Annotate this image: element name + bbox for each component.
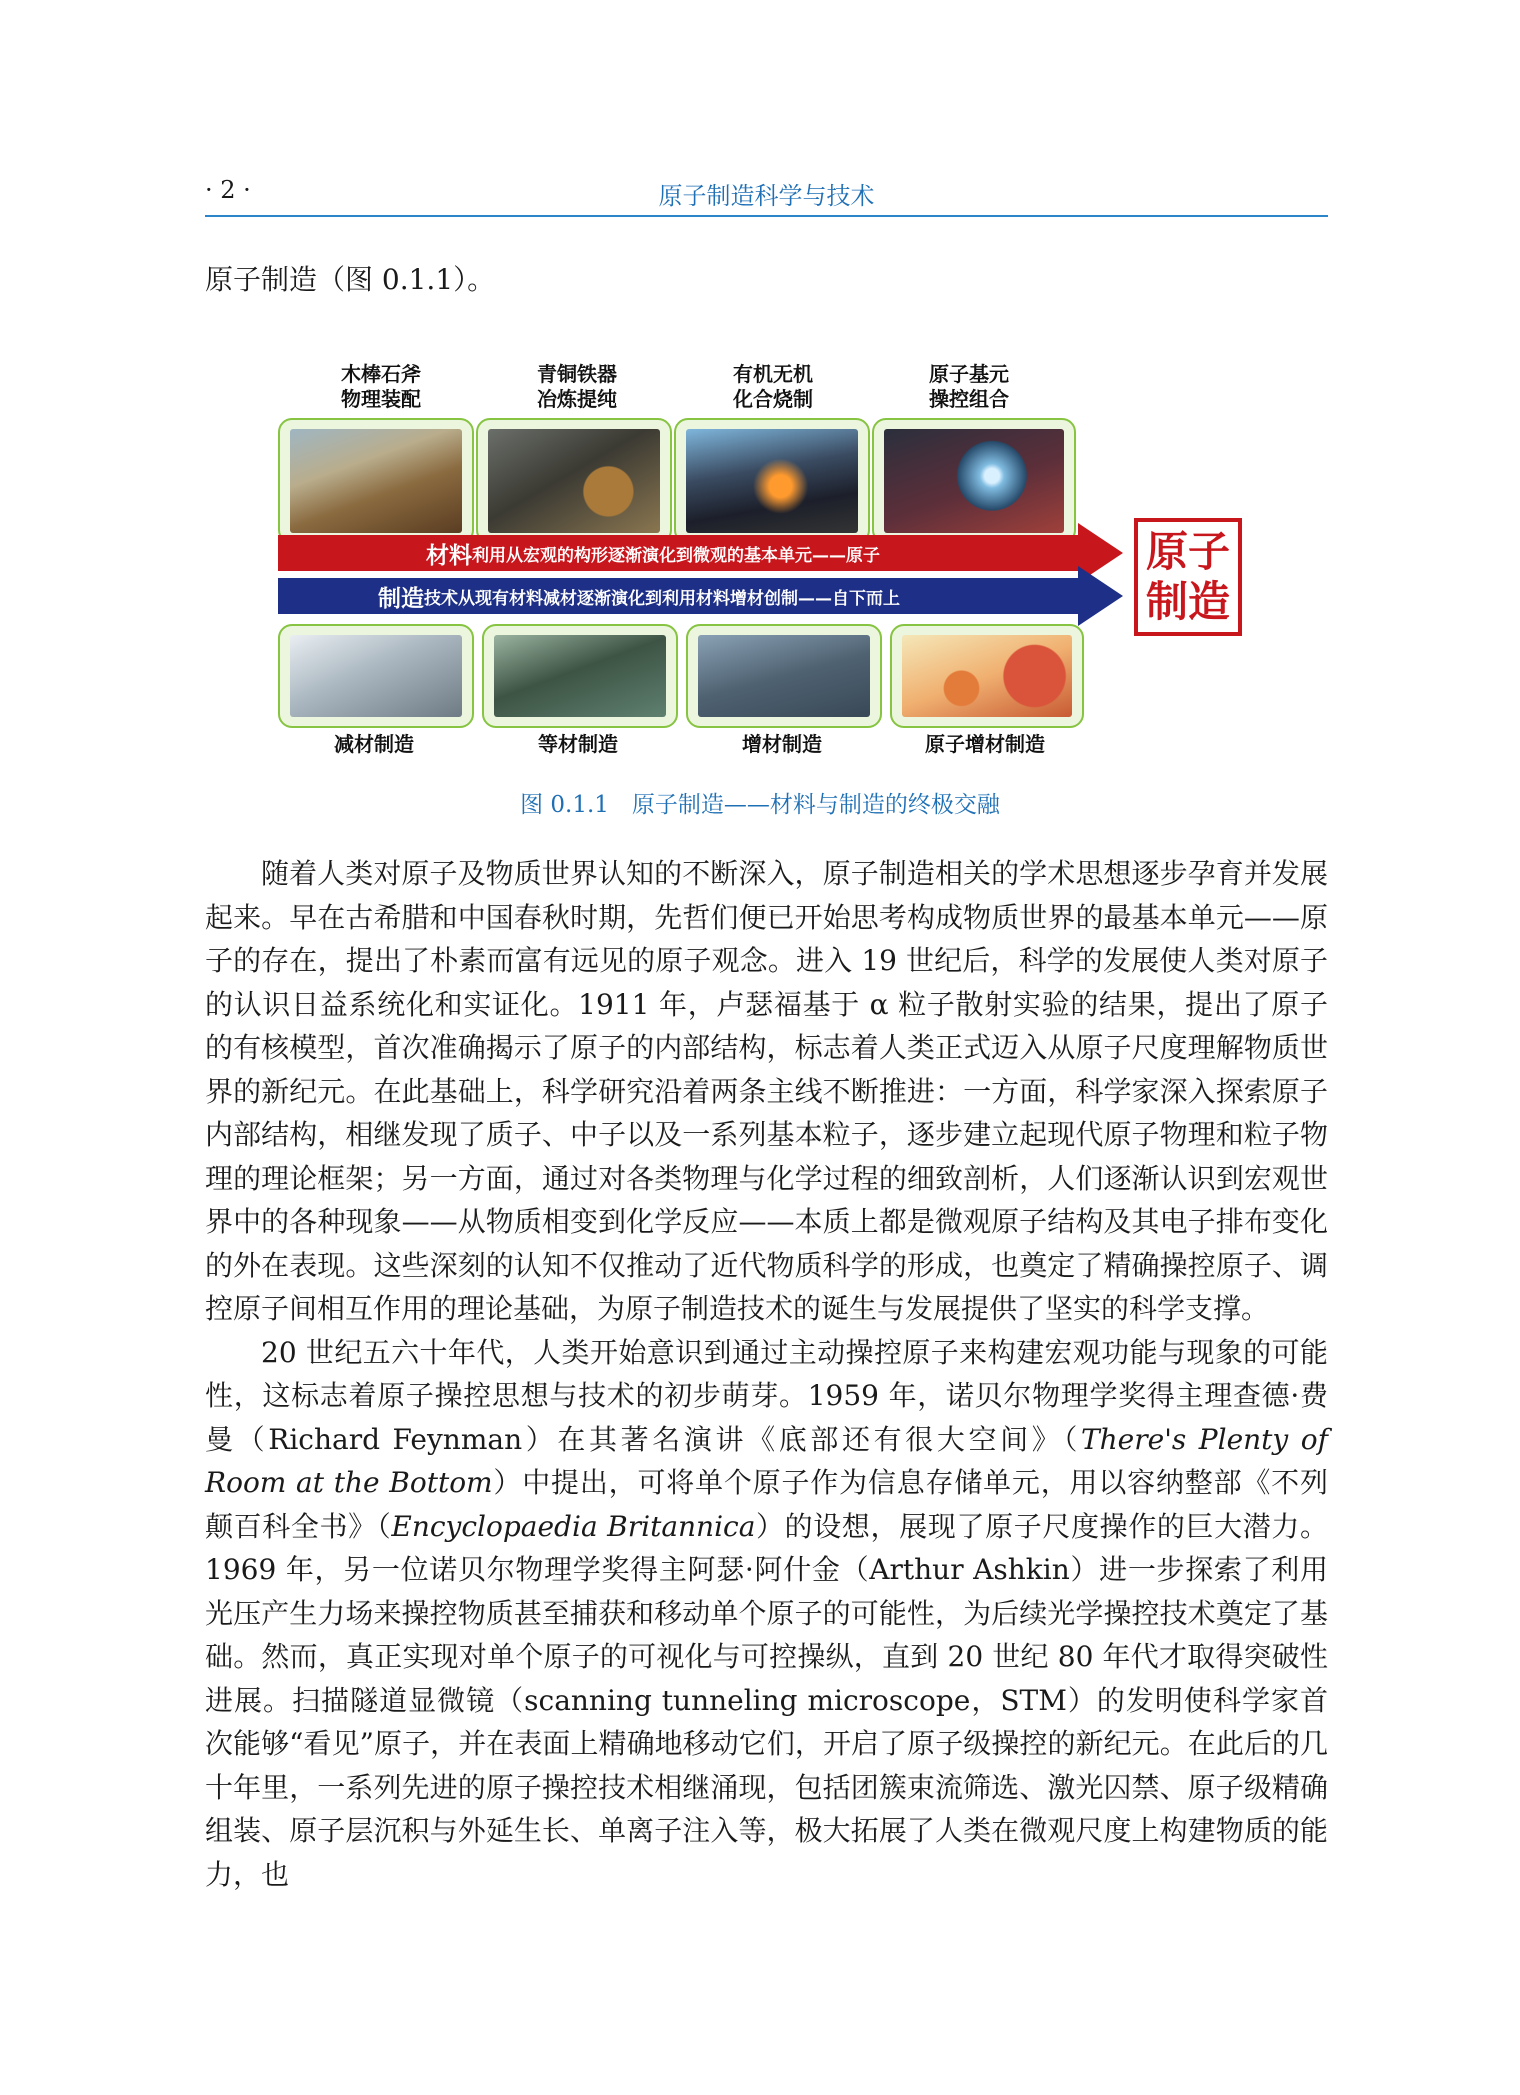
bottom-label-subtractive: 减材制造 [334,732,414,756]
talk-title-en: There's Plenty of Room at the Bottom [205,1422,1328,1499]
blue-arrow-lead: 制造 [378,585,424,612]
image-subtractive [278,624,474,728]
figure-caption: 图 0.1.1 原子制造——材料与制造的终极交融 [520,792,1000,818]
target-text: 原子 制造 [1145,527,1230,626]
top-label-bronze: 青铜铁器 冶炼提纯 [537,362,617,411]
encyclopedia-title-en: Encyclopaedia Britannica [391,1509,756,1543]
top-label-stone: 木棒石斧 物理装配 [341,362,421,411]
paragraph-2-part-1: 20 世纪五六十年代，人类开始意识到通过主动操控原子来构建宏观功能与现象的可能性，这标志着原子操控思想与技术的初步萌芽。1959 年，诺贝尔物理学奖得主理查德·费曼（Richard Feynman）在其著名演讲《底部还有很大空间》（ [205,1335,1328,1456]
paragraph-2-part-2: ）中提出，可将单个原子作为信息存储单元，用以容纳整部《不列颠百科全书》（ [205,1466,1328,1543]
image-atomic-additive [890,624,1084,728]
figure-0-1-1 [278,356,1258,764]
header-rule [205,215,1328,217]
image-additive [686,624,882,728]
body-text [205,852,1328,1896]
top-label-atom: 原子基元 操控组合 [929,362,1009,411]
blue-arrow-label [278,578,1078,614]
image-equal-material [482,624,678,728]
bottom-label-additive: 增材制造 [742,732,822,756]
running-header [205,176,1328,216]
paragraph-1: 随着人类对原子及物质世界认知的不断深入，原子制造相关的学术思想逐步孕育并发展起来。早在古希腊和中国春秋时期，先哲们便已开始思考构成物质世界的最基本单元——原子的存在，提出了朴素而富有远见的原子观念。进入 19 世纪后，科学的发展使人类对原子的认识日益系统化和实证化。1911 年，卢瑟福基于 α 粒子散射实验的结果，提出了原子的有核模型，首次准确揭示了原子的内部结构，标志着人类正式迈入从原子尺度理解物质世界的新纪元。在此基础上，科学研究沿着两条主线不断推进：一方面，科学家深入探索原子内部结构，相继发现了质子、中子以及一系列基本粒子，逐步建立起现代原子物理和粒子物理的理论框架；另一方面，通过对各类物理与化学过程的细致剖析，人们逐渐认识到宏观世界中的各种现象——从物质相变到化学反应——本质上都是微观原子结构及其电子排布变化的外在表现。这些深刻的认知不仅推动了近代物质科学的形成，也奠定了精确操控原子、调控原子间相互作用的理论基础，为原子制造技术的诞生与发展提供了坚实的科学支撑。 [205,857,1328,1325]
paragraph-2-part-3: ）的设想，展现了原子尺度操作的巨大潜力。1969 年，另一位诺贝尔物理学奖得主阿瑟·阿什金（Arthur Ashkin）进一步探索了利用光压产生力场来操控物质甚至捕获和移动单个原子的可能性，为后续光学操控技术奠定了基础。然而，真正实现对单个原子的可视化与可控操纵，直到 20 世纪 80 年代才取得突破性进展。扫描隧道显微镜（scanning tunneling microscope，STM）的发明使科学家首次能够“看见”原子，并在表面上精确地移动它们，开启了原子级操控的新纪元。在此后的几十年里，一系列先进的原子操控技术相继涌现，包括团簇束流筛选、激光囚禁、原子级精确组装、原子层沉积与外延生长、单离子注入等，极大拓展了人类在微观尺度上构建物质的能力，也 [205,1509,1328,1891]
paragraph-2 [205,1331,1328,1897]
page-number: · 2 · [205,176,251,204]
top-label-chemical: 有机无机 化合烧制 [733,362,813,411]
atomic-manufacturing-box [1134,518,1242,636]
lead-line: 原子制造（图 0.1.1）。 [205,263,496,296]
red-arrow-text: 利用从宏观的构形逐渐演化到微观的基本单元——原子 [472,545,880,566]
blue-arrow-text: 技术从现有材料减材逐渐演化到利用材料增材创制——自下而上 [424,588,900,609]
red-arrow-lead: 材料 [426,542,472,569]
bottom-label-equal: 等材制造 [538,732,618,756]
book-title: 原子制造科学与技术 [658,182,875,210]
bottom-label-atomic-additive: 原子增材制造 [925,732,1045,756]
